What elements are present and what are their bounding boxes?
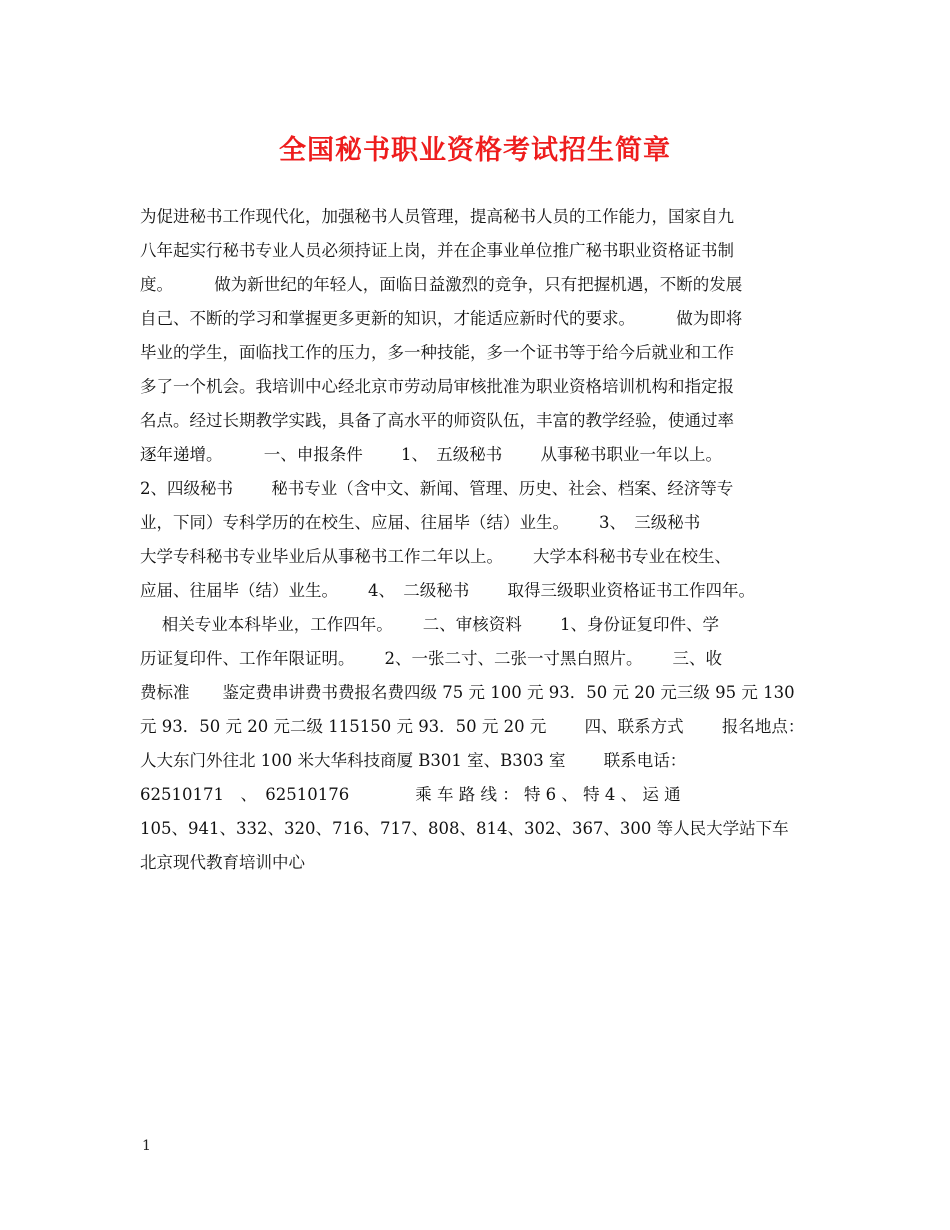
document-body: [140, 200, 820, 880]
page-number: 1: [142, 1138, 151, 1154]
body-line: 度。 做为新世纪的年轻人，面临日益激烈的竞争，只有把握机遇，不断的发展: [140, 275, 743, 294]
body-line: 多了一个机会。我培训中心经北京市劳动局审核批准为职业资格培训机构和指定报: [140, 377, 734, 396]
body-line: 毕业的学生，面临找工作的压力，多一种技能，多一个证书等于给今后就业和工作: [140, 343, 734, 362]
document-title: 全国秘书职业资格考试招生简章: [279, 135, 671, 166]
body-line: 62510171 、 62510176 乘 车 路 线 ： 特 6 、 特 4 、 运 通: [140, 785, 681, 804]
body-line: 应届、往届毕（结）业生。 4、 二级秘书 取得三级职业资格证书工作四年。: [140, 581, 755, 600]
body-line: 大学专科秘书专业毕业后从事秘书工作二年以上。 大学本科秘书专业在校生、: [140, 547, 731, 566]
body-line: 业，下同）专科学历的在校生、应届、往届毕（结）业生。 3、 三级秘书: [140, 513, 701, 532]
body-line: 费标准 鉴定费串讲费书费报名费四级 75 元 100 元 93．50 元 20 元三级 95 元 130: [140, 683, 795, 702]
body-line: 为促进秘书工作现代化，加强秘书人员管理，提高秘书人员的工作能力，国家自九: [140, 207, 734, 226]
body-line: 历证复印件、工作年限证明。 2、一张二寸、二张一寸黑白照片。 三、收: [140, 649, 722, 668]
body-line: 人大东门外往北 100 米大华科技商厦 B301 室、B303 室 联系电话：: [140, 751, 687, 770]
body-line: 八年起实行秘书专业人员必须持证上岗，并在企事业单位推广秘书职业资格证书制: [140, 241, 734, 260]
body-line: 名点。经过长期教学实践，具备了高水平的师资队伍，丰富的教学经验，使通过率: [140, 411, 734, 430]
body-line: 相关专业本科毕业，工作四年。 二、审核资料 1、身份证复印件、学: [140, 615, 719, 634]
body-line: 105、941、332、320、716、717、808、814、302、367、300 等人民大学站下车: [140, 819, 789, 838]
body-line: 逐年递增。 一、申报条件 1、 五级秘书 从事秘书职业一年以上。: [140, 445, 722, 464]
body-line: 自己、不断的学习和掌握更多更新的知识，才能适应新时代的要求。 做为即将: [140, 309, 743, 328]
body-line: 北京现代教育培训中心: [140, 853, 305, 872]
body-line: 2、四级秘书 秘书专业（含中文、新闻、管理、历史、社会、档案、经济等专: [140, 479, 734, 498]
body-line: 元 93．50 元 20 元二级 115150 元 93．50 元 20 元 四、联系方式 报名地点：: [140, 717, 805, 736]
